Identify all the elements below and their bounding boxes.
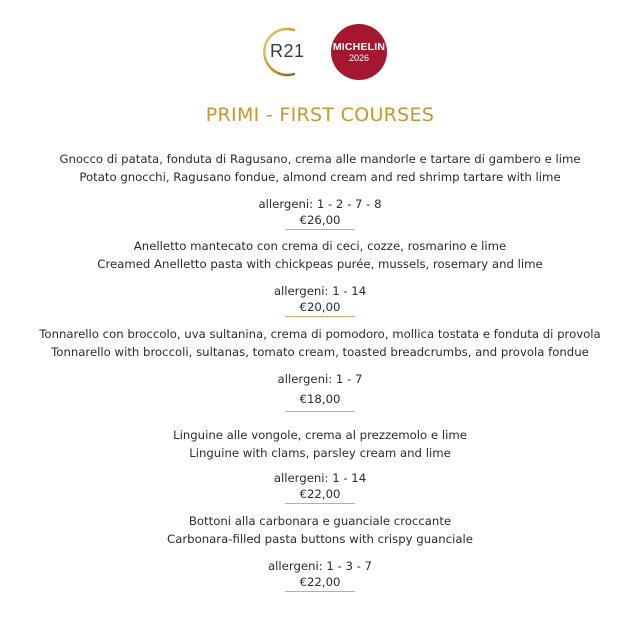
- dish-name-english: Carbonara-filled pasta buttons with crispy guanciale: [167, 532, 473, 546]
- dish-name-italian: Linguine alle vongole, crema al prezzemolo e lime: [173, 428, 467, 442]
- dish-price: €20,00: [299, 300, 341, 314]
- dish-name-italian: Gnocco di patata, fonduta di Ragusano, crema alle mandorle e tartare di gambero e lime: [59, 152, 581, 166]
- dish-allergens: allergeni: 1 - 7: [277, 372, 363, 386]
- dish-name-english: Potato gnocchi, Ragusano fondue, almond cream and red shrimp tartare with lime: [79, 170, 561, 184]
- menu-header: [0, 22, 640, 82]
- dish-name-english: Linguine with clams, parsley cream and lime: [189, 446, 451, 460]
- dish-item: [0, 426, 640, 504]
- dish-allergens: allergeni: 1 - 14: [273, 284, 367, 298]
- dish-allergens: allergeni: 1 - 2 - 7 - 8: [258, 197, 382, 211]
- dish-price: €22,00: [299, 487, 341, 501]
- price-underline: [285, 316, 355, 317]
- dish-item: [0, 325, 640, 412]
- dish-allergens: allergeni: 1 - 3 - 7: [268, 559, 372, 573]
- dish-name-italian: Bottoni alla carbonara e guanciale croccante: [188, 514, 452, 528]
- michelin-badge: [331, 24, 387, 80]
- dish-price: €26,00: [299, 213, 341, 227]
- price-underline: [285, 591, 355, 592]
- dish-item: [0, 512, 640, 592]
- michelin-year: 2026: [348, 52, 370, 63]
- dish-name-italian: Tonnarello con broccolo, uva sultanina, crema di pomodoro, mollica tostata e fonduta di provola: [39, 327, 601, 341]
- r21-logo: [256, 24, 308, 80]
- dish-price: €18,00: [299, 392, 341, 406]
- dish-name-english: Creamed Anelletto pasta with chickpeas purée, mussels, rosemary and lime: [97, 257, 543, 271]
- r21-logo-text: R21: [270, 41, 305, 61]
- dish-allergens: allergeni: 1 - 14: [273, 471, 367, 485]
- dish-price: €22,00: [299, 575, 341, 589]
- dish-name-english: Tonnarello with broccoli, sultanas, tomato cream, toasted breadcrumbs, and provola fondue: [51, 345, 589, 359]
- dish-item: [0, 237, 640, 317]
- michelin-name: MICHELIN: [332, 40, 386, 53]
- section-title: PRIMI - FIRST COURSES: [205, 104, 435, 126]
- dish-name-italian: Anelletto mantecato con crema di ceci, cozze, rosmarino e lime: [133, 239, 507, 253]
- price-underline: [285, 411, 355, 412]
- price-underline: [285, 503, 355, 504]
- dish-item: [0, 150, 640, 230]
- price-underline: [285, 229, 355, 230]
